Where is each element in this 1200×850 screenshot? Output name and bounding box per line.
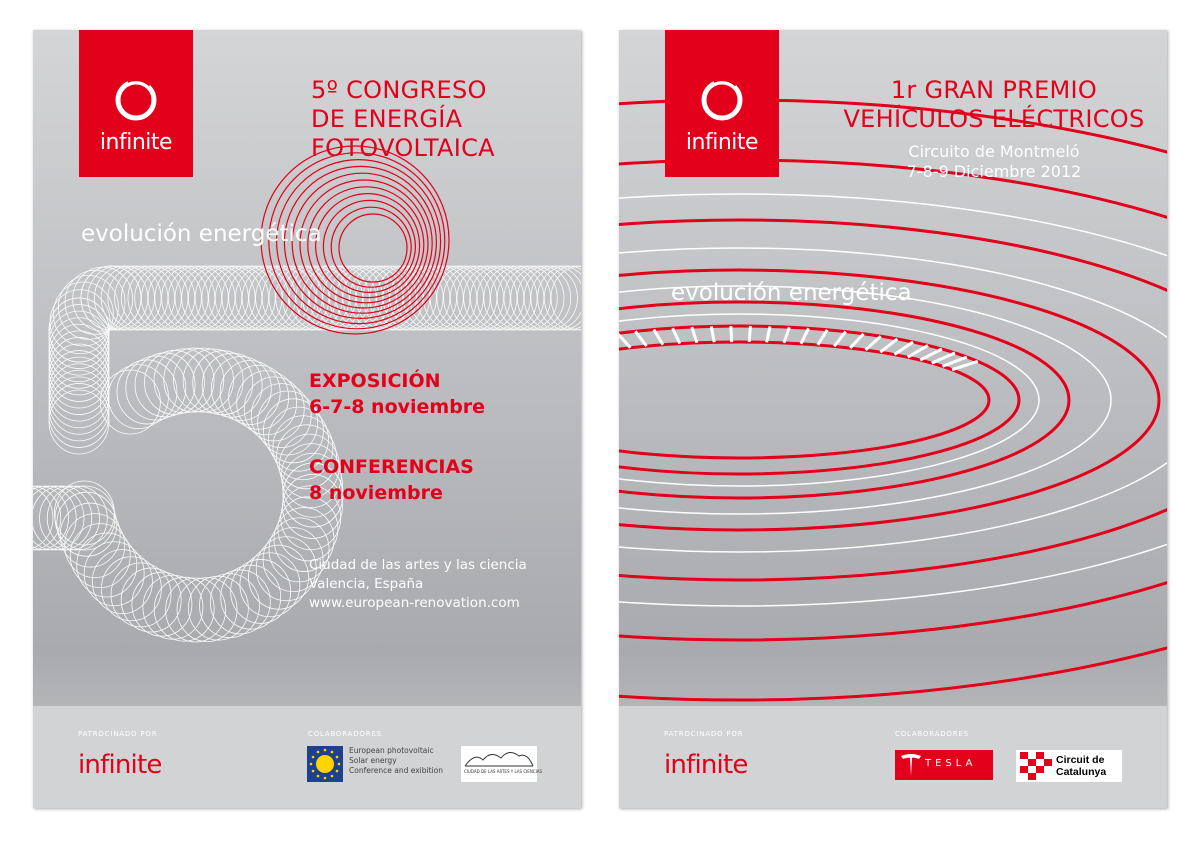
venue-city: Valencia, España xyxy=(309,576,424,592)
conferences-block xyxy=(309,454,474,506)
logo-wordmark: infinite xyxy=(99,130,173,155)
sponsor-logo: infinite xyxy=(664,750,748,780)
exposition-dates: 6-7-8 noviembre xyxy=(309,396,486,418)
sponsor-logo: infinite xyxy=(78,750,162,780)
title-line: VEHÍCULOS ELÉCTRICOS xyxy=(843,105,1145,133)
collab-caption: COLABORADORES xyxy=(308,730,382,738)
ciudad-artes-logo xyxy=(461,746,543,782)
eu-solar-logo xyxy=(307,744,443,784)
infinite-logo-badge xyxy=(665,30,779,177)
circuit-line: Catalunya xyxy=(1056,766,1107,778)
event-subtitle xyxy=(829,142,1159,182)
tesla-t-icon xyxy=(899,752,923,778)
venue-name: Ciudad de las artes y las ciencia xyxy=(309,557,527,573)
eu-solar-text xyxy=(349,746,443,776)
city-logo-text: CIUDAD DE LAS ARTES Y LAS CIENCIAS xyxy=(464,769,543,774)
event-dates: 7-8-9 Diciembre 2012 xyxy=(906,162,1082,181)
conferences-label: CONFERENCIAS xyxy=(309,456,474,478)
tesla-wordmark: TESLA xyxy=(925,758,977,769)
title-line: 1r GRAN PREMIO xyxy=(890,76,1098,104)
city-skyline-icon xyxy=(461,746,537,768)
exposition-label: EXPOSICIÓN xyxy=(309,370,441,392)
sponsor-caption: PATROCINADO POR xyxy=(78,730,158,738)
poster-congreso xyxy=(33,30,581,808)
grand-prix-title xyxy=(829,76,1159,134)
title-line: 5º CONGRESO xyxy=(311,76,487,104)
infinite-logo-badge xyxy=(79,30,193,177)
eu-stars-icon xyxy=(307,746,343,782)
tesla-logo xyxy=(895,750,993,780)
slogan: evolución energética xyxy=(671,280,912,306)
conferences-date: 8 noviembre xyxy=(309,482,443,504)
slogan: evolución energética xyxy=(81,221,322,247)
title-line: DE ENERGÍA xyxy=(311,105,463,133)
venue-info xyxy=(309,556,527,613)
sponsor-caption: PATROCINADO POR xyxy=(664,730,744,738)
poster-gran-premio xyxy=(619,30,1167,808)
circuit-line: Circuit de xyxy=(1056,754,1105,766)
congress-title xyxy=(311,76,571,163)
circuit-catalunya-logo xyxy=(1016,750,1122,782)
logo-wordmark: infinite xyxy=(685,130,759,155)
poster-footer xyxy=(33,706,581,808)
poster-footer xyxy=(619,706,1167,808)
circuit-name xyxy=(1056,754,1106,778)
collab-caption: COLABORADORES xyxy=(895,730,969,738)
website-link[interactable]: www.european-renovation.com xyxy=(309,595,520,611)
circuit-location: Circuito de Montmeló xyxy=(908,142,1080,161)
title-line: FOTOVOLTAICA xyxy=(311,134,495,162)
checkered-flag-icon xyxy=(1020,752,1052,780)
exposition-block xyxy=(309,368,485,420)
eu-line: European photovoltaic xyxy=(349,746,434,755)
eu-line: Conference and exibition xyxy=(349,766,443,775)
eu-line: Solar energy xyxy=(349,756,397,765)
